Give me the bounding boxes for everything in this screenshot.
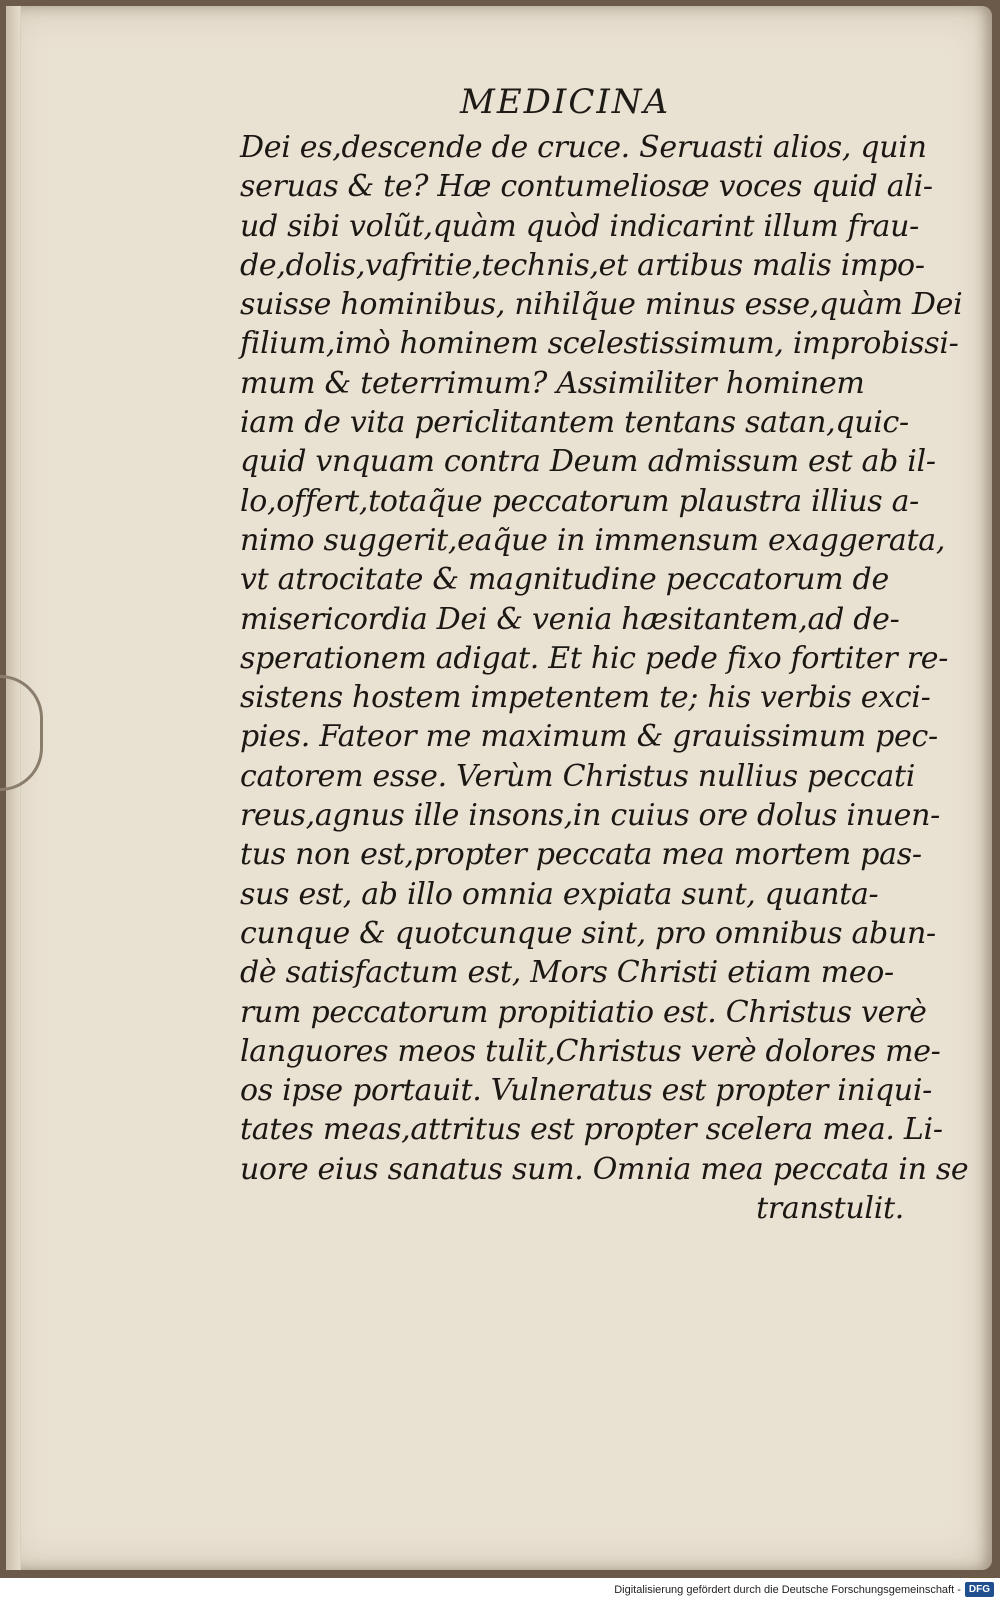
- text-line: cunque & quotcunque sint, pro omnibus abun-: [240, 915, 936, 951]
- text-line: ud sibi volũt,quàm quòd indicarint illum frau-: [240, 208, 919, 244]
- text-line: Dei es,descende de cruce. Seruasti alios, quin: [240, 130, 927, 165]
- running-head: MEDICINA: [460, 82, 671, 122]
- text-line: pies. Fateor me maximum & grauissimum pec-: [240, 719, 938, 755]
- text-line: reus,agnus ille insons,in cuius ore dolus inuen-: [240, 798, 940, 834]
- text-line: misericordia Dei & venia hæsitantem,ad de-: [240, 601, 900, 637]
- text-line: iam de vita periclitantem tentans satan,quic-: [240, 405, 909, 441]
- text-line: os ipse portauit. Vulneratus est propter iniqui-: [240, 1073, 932, 1109]
- text-line: uore eius sanatus sum. Omnia mea peccata in se: [240, 1151, 969, 1187]
- text-line: tates meas,attritus est propter scelera mea. Li-: [240, 1112, 943, 1148]
- text-line: sus est, ab illo omnia expiata sunt, quanta-: [240, 876, 879, 912]
- text-line: quid vnquam contra Deum admissum est ab il-: [240, 444, 936, 480]
- text-line: tus non est,propter peccata mea mortem pas-: [240, 837, 922, 873]
- text-line: seruas & te? Hæ contumeliosæ voces quid ali-: [240, 169, 933, 205]
- funding-credit: Digitalisierung gefördert durch die Deutsche Forschungsgemeinschaft -: [614, 1583, 961, 1596]
- text-line: sistens hostem impetentem te; his verbis exci-: [240, 680, 931, 716]
- text-line: catorem esse. Verùm Christus nullius peccati: [240, 758, 916, 794]
- text-line: languores meos tulit,Christus verè dolores me-: [240, 1033, 941, 1069]
- text-line: vt atrocitate & magnitudine peccatorum de: [240, 562, 889, 598]
- text-line: rum peccatorum propitiatio est. Christus verè: [240, 994, 927, 1030]
- text-line: mum & teterrimum? Assimiliter hominem: [240, 365, 865, 401]
- footer-bar: [0, 1578, 1000, 1601]
- text-line: dè satisfactum est, Mors Christi etiam meo-: [240, 955, 894, 991]
- body-text: [240, 128, 969, 1228]
- dfg-logo-icon: DFG: [965, 1582, 994, 1597]
- text-line: de,dolis,vafritie,technis,et artibus malis impo-: [240, 247, 925, 283]
- catchword: transtulit.: [756, 1191, 904, 1227]
- text-line: lo,offert,totaq̃ue peccatorum plaustra illius a-: [240, 483, 920, 519]
- text-line: filium,imò hominem scelestissimum, improbissi-: [240, 326, 959, 362]
- text-line: suisse hominibus, nihilq̃ue minus esse,quàm Dei: [240, 287, 963, 323]
- text-line: nimo suggerit,eaq̃ue in immensum exaggerata,: [240, 522, 946, 558]
- text-line: sperationem adigat. Et hic pede fixo fortiter re-: [240, 640, 949, 676]
